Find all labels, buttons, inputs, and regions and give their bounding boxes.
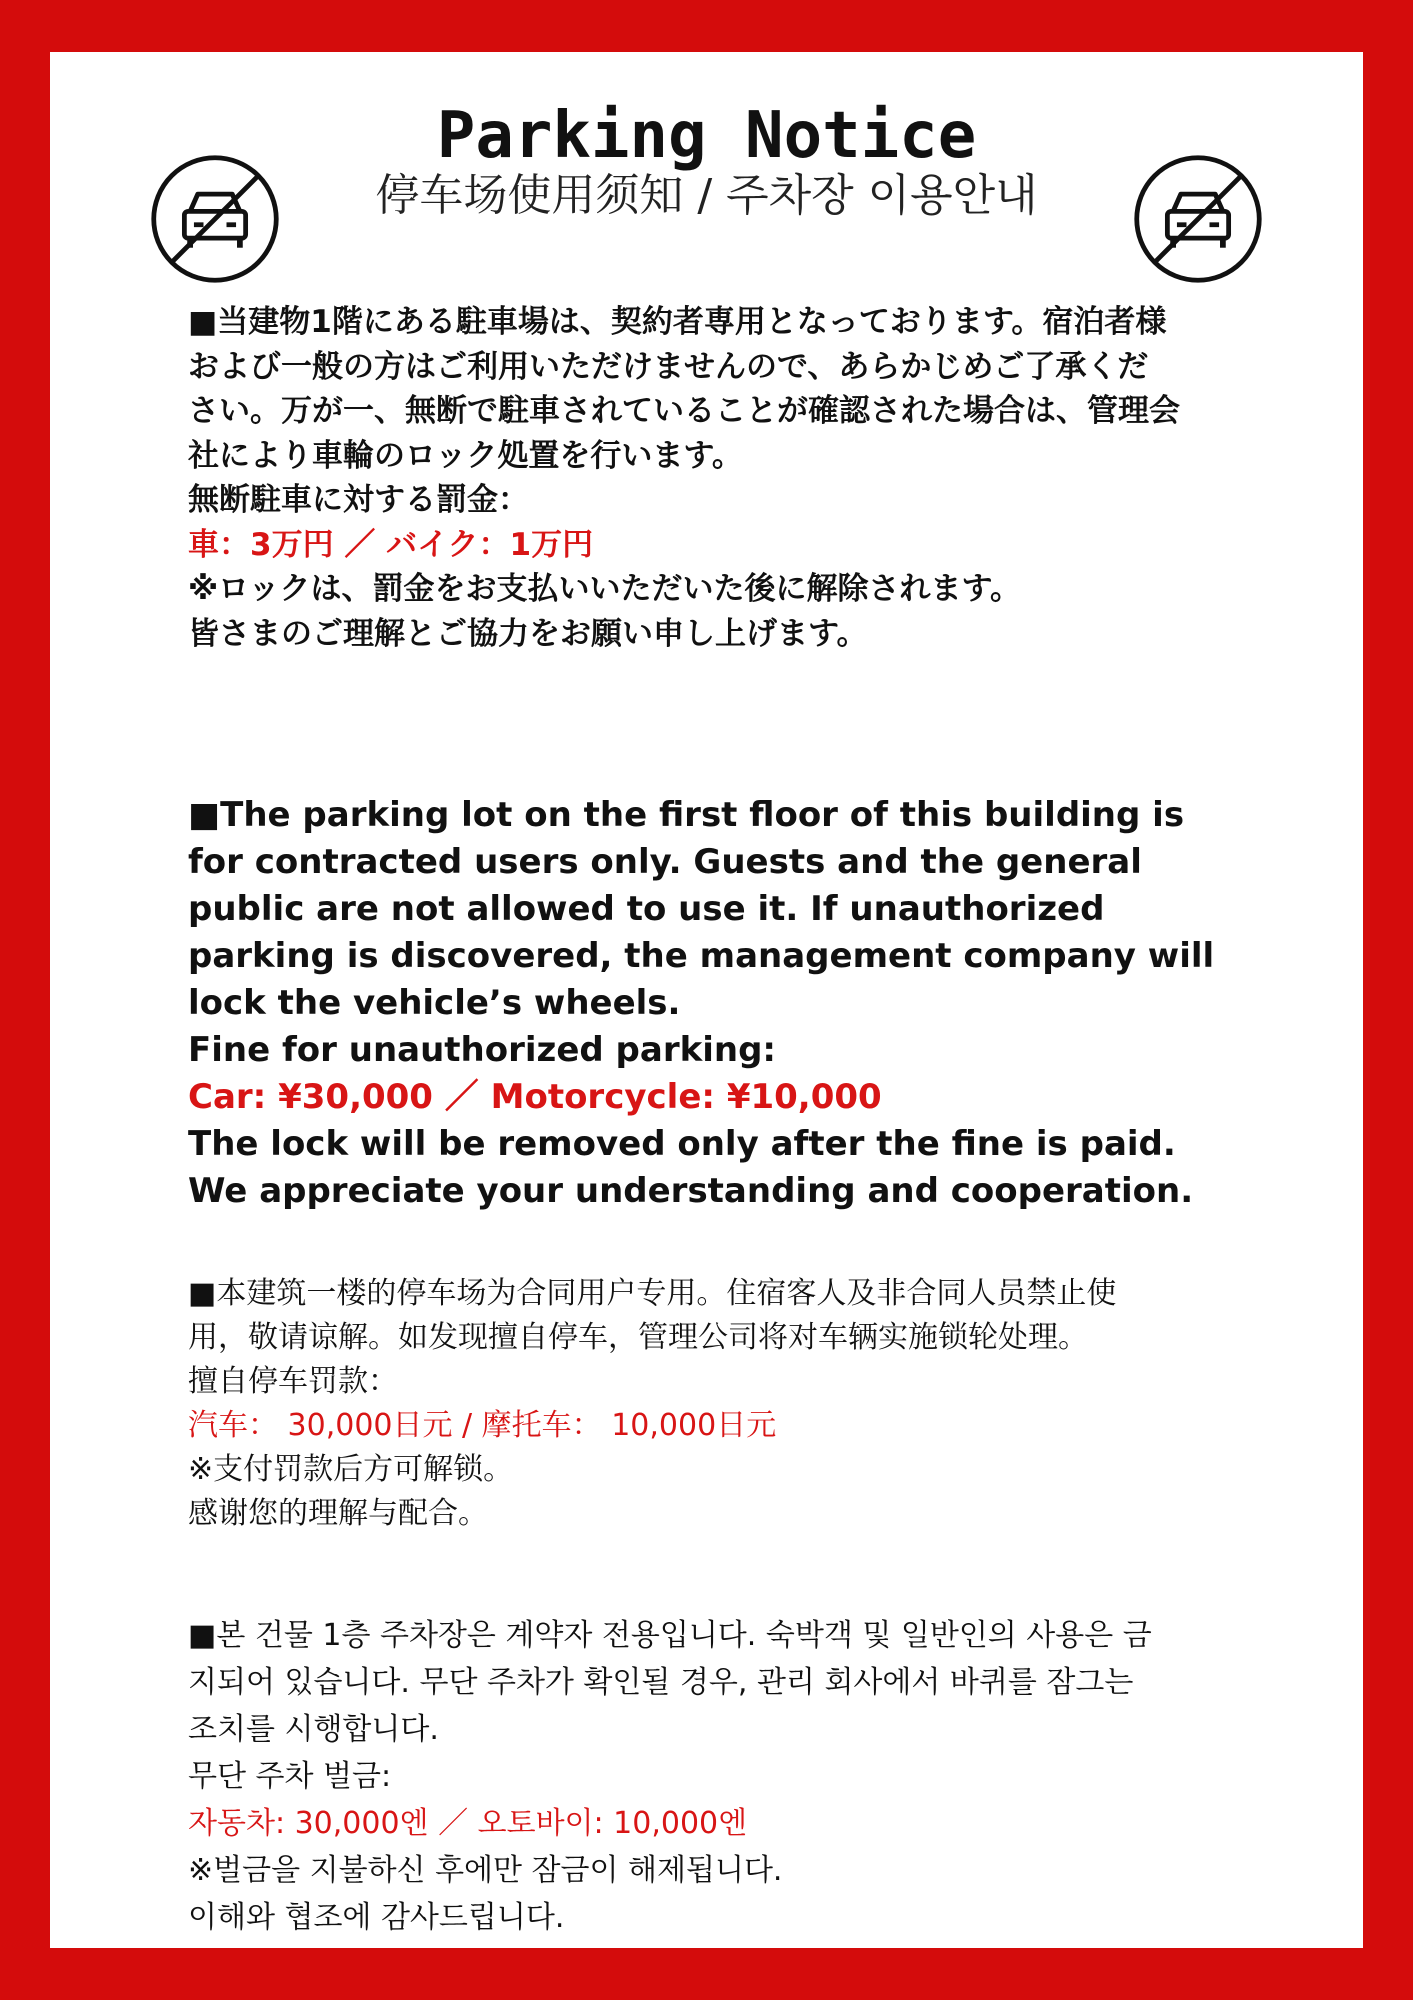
chinese-fine-amount: 汽车： 30,000日元 / 摩托车： 10,000日元 [188, 1408, 777, 1443]
english-fine-amount: Car: ¥30,000 ／ Motorcycle: ¥10,000 [188, 1077, 882, 1117]
korean-section [188, 1612, 1223, 1941]
english-section [188, 792, 1223, 1215]
english-body: ■The parking lot on the first floor of this building is for contracted users only. Guests and the general public are not allowed to use it. If unauthorized parking is discovered, the management company will lock the vehicle’s wheels. [188, 795, 1215, 1023]
japanese-fine-amount: 車：3万円 ／ バイク：1万円 [188, 526, 594, 563]
japanese-body: ■当建物1階にある駐車場は、契約者専用となっております。宿泊者様 および一般の方はご利用いただけませんので、あらかじめご了承くだ さい。万が一、無断で駐車されていることが確認された場合は、管理会 社により車輪のロック処置を行います。 [188, 304, 1180, 474]
korean-fine-label: 무단 주차 벌금: [188, 1759, 392, 1794]
chinese-unlock-note: ※支付罚款后方可解锁。 [188, 1452, 514, 1487]
english-thanks: We appreciate your understanding and cooperation. [188, 1171, 1194, 1211]
chinese-thanks: 感谢您的理解与配合。 [188, 1496, 488, 1531]
japanese-section [188, 300, 1223, 656]
chinese-section [188, 1272, 1223, 1536]
korean-unlock-note: ※벌금을 지불하신 후에만 잠금이 해제됩니다. [188, 1853, 783, 1888]
korean-fine-amount: 자동차: 30,000엔 ／ 오토바이: 10,000엔 [188, 1806, 748, 1841]
notice-sheet [50, 52, 1363, 1948]
chinese-body: ■本建筑一楼的停车场为合同用户专用。住宿客人及非合同人员禁止使 用，敬请谅解。如发现擅自停车，管理公司将对车辆实施锁轮处理。 [188, 1276, 1117, 1355]
korean-body: ■본 건물 1층 주차장은 계약자 전용입니다. 숙박객 및 일반인의 사용은 금 지되어 있습니다. 무단 주차가 확인될 경우, 관리 회사에서 바퀴를 잠그는 조치를 시행합니다. [188, 1618, 1152, 1747]
english-unlock-note: The lock will be removed only after the fine is paid. [188, 1124, 1176, 1164]
japanese-fine-label: 無断駐車に対する罰金： [188, 482, 529, 518]
chinese-fine-label: 擅自停车罚款： [188, 1364, 398, 1399]
page-title: Parking Notice [436, 99, 977, 173]
japanese-unlock-note: ※ロックは、罰金をお支払いいただいた後に解除されます。 [188, 571, 1022, 607]
korean-thanks: 이해와 협조에 감사드립니다. [188, 1900, 565, 1935]
japanese-thanks: 皆さまのご理解とご協力をお願い申し上げます。 [188, 615, 868, 652]
english-fine-label: Fine for unauthorized parking: [188, 1030, 777, 1070]
page-subtitle: 停车场使用须知 / 주차장 이용안내 [375, 170, 1038, 221]
